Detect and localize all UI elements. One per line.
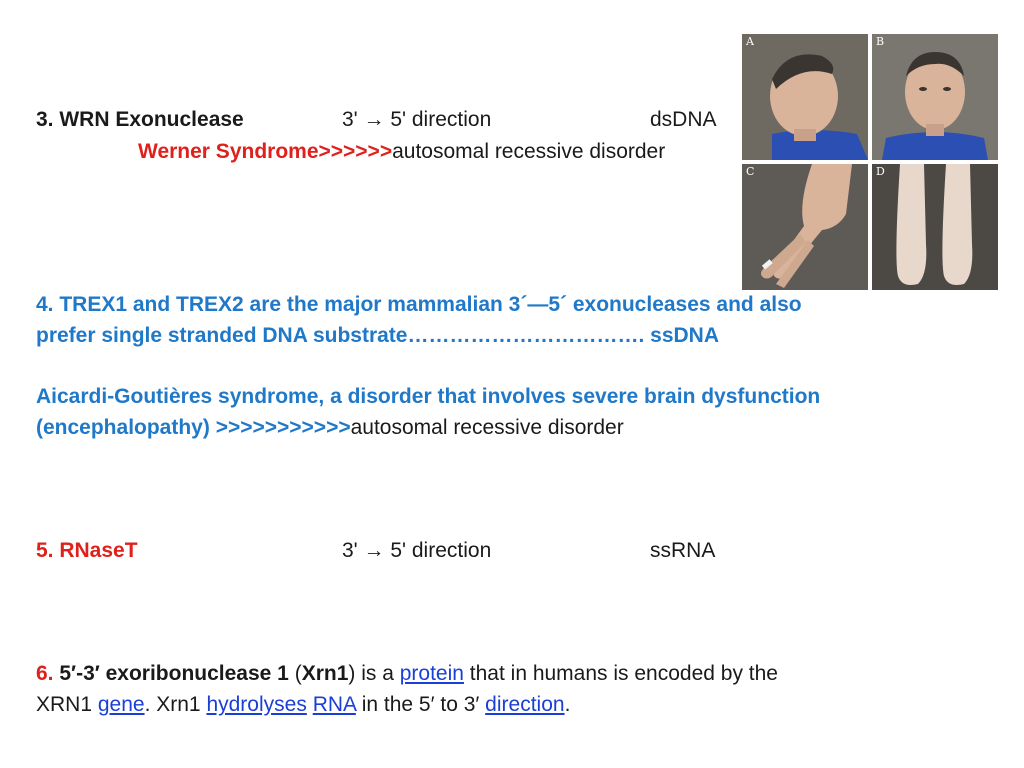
photo-label-a: A <box>746 35 754 48</box>
face-front-icon <box>872 34 998 160</box>
item4-line1: 4. TREX1 and TREX2 are the major mammalian 3´—5´ exonucleases and also <box>36 293 802 316</box>
xrn1-abbr: Xrn1 <box>301 662 349 685</box>
photo-b-front <box>872 34 998 160</box>
item6-line1 <box>36 658 778 689</box>
item5-title: 5. RNaseT <box>36 539 138 562</box>
xrn1-name: 5′-3′ exoribonuclease 1 <box>59 662 289 685</box>
item6-line2 <box>36 689 570 720</box>
item4-line2: prefer single stranded DNA substrate……………………………. ssDNA <box>36 324 720 347</box>
item6-text6: in the 5′ to 3′ <box>355 693 486 716</box>
photo-label-d: D <box>876 165 885 178</box>
item6-paren-open: ( <box>288 662 302 685</box>
werner-syndrome-label: Werner Syndrome>>>>>> <box>138 140 393 163</box>
aicardi-line2 <box>36 416 624 440</box>
head-profile-icon <box>742 34 868 160</box>
photo-d-feet <box>872 164 998 290</box>
item6-text1: ) is a <box>348 662 400 685</box>
photo-label-b: B <box>876 35 885 48</box>
item3-direction: 3' → 5' direction <box>342 108 492 131</box>
werner-syndrome-photos <box>742 34 998 290</box>
encephalopathy-label: (encephalopathy) >>>>>>>>>>> <box>36 416 351 439</box>
item3-substrate: dsDNA <box>650 108 717 131</box>
item5-substrate: ssRNA <box>650 539 716 562</box>
direction-link[interactable]: direction <box>485 693 565 716</box>
item4-disorder: autosomal recessive disorder <box>350 416 624 439</box>
item5-direction: 3' → 5' direction <box>342 539 492 562</box>
item3-title: 3. WRN Exonuclease <box>36 108 244 131</box>
item6-text4: . Xrn1 <box>144 693 207 716</box>
hand-icon <box>742 164 868 290</box>
photo-label-c: C <box>746 165 755 178</box>
item6-text7: . <box>564 693 571 716</box>
protein-link[interactable]: protein <box>399 662 464 685</box>
hydrolyses-link[interactable]: hydrolyses <box>206 693 307 716</box>
item6-text2: that in humans is encoded by the <box>463 662 778 685</box>
feet-icon <box>872 164 998 290</box>
rna-link[interactable]: RNA <box>312 693 356 716</box>
photo-a-profile <box>742 34 868 160</box>
item3-syndrome-line <box>138 140 665 164</box>
item3-disorder: autosomal recessive disorder <box>392 140 666 163</box>
item6-text3: XRN1 <box>36 693 98 716</box>
gene-link[interactable]: gene <box>97 693 145 716</box>
photo-c-hand <box>742 164 868 290</box>
item6-number: 6. <box>36 662 54 685</box>
aicardi-line1: Aicardi-Goutières syndrome, a disorder that involves severe brain dysfunction <box>36 385 821 408</box>
